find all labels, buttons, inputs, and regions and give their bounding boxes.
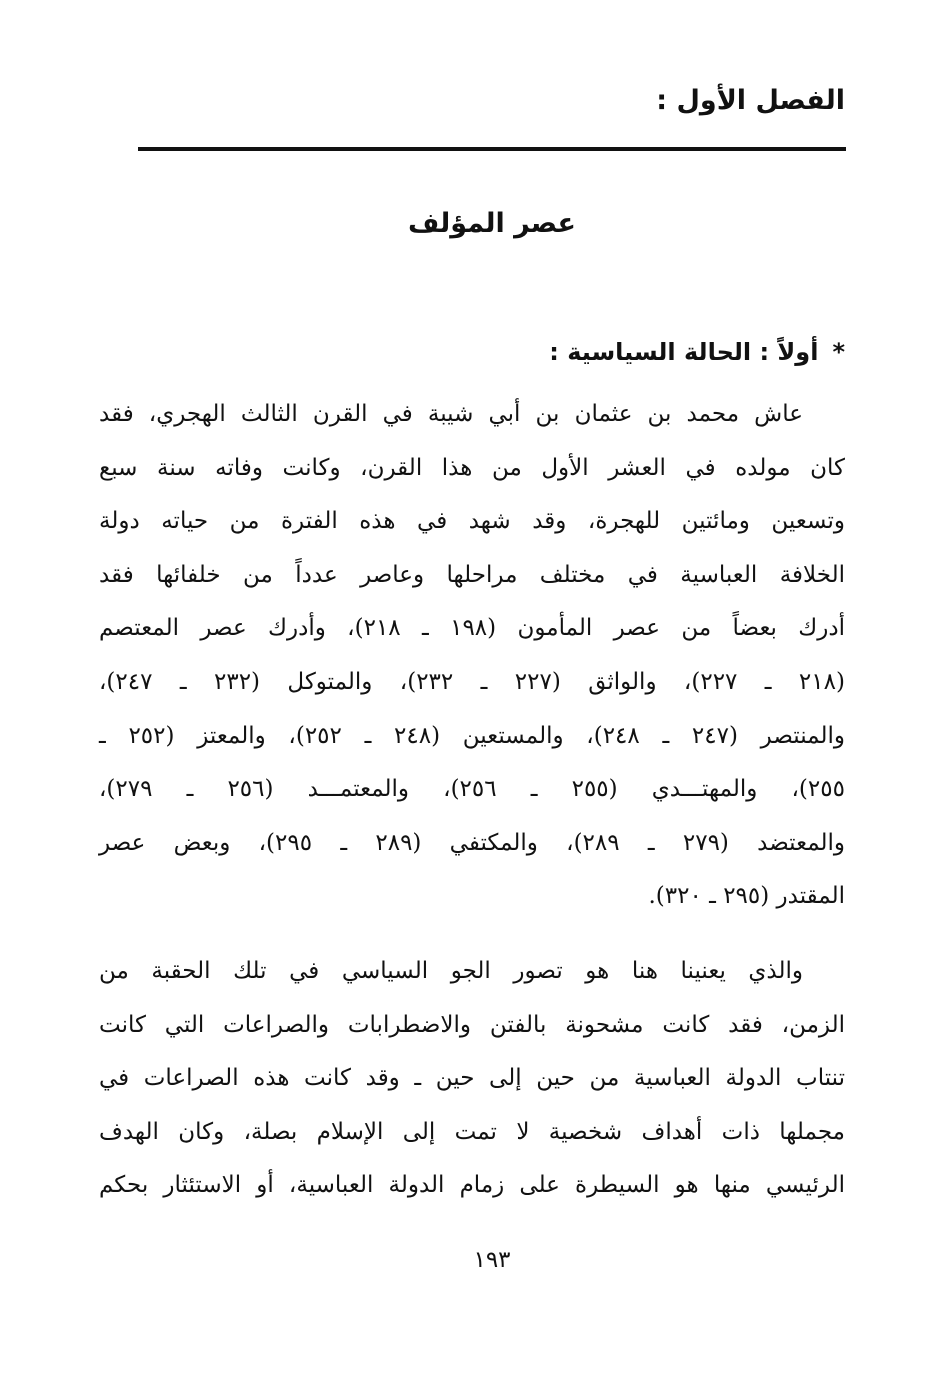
running-header: الفصل الأول : (656, 85, 845, 116)
text-line: والمعتضد (٢٧٩ ـ ٢٨٩)، والمكتفي (٢٨٩ ـ ٢٩٥)، وبعض عصر (99, 829, 845, 856)
text-line: تنتاب الدولة العباسية من حين إلى حين ـ وقد كانت هذه الصراعات في (99, 1065, 845, 1092)
text-line: وتسعين ومائتين للهجرة، وقد شهد في هذه الفترة من حياته دولة (99, 508, 845, 535)
text-line: ٢٥٥)، والمهتـــدي (٢٥٥ ـ ٢٥٦)، والمعتمـــد (٢٥٦ ـ ٢٧٩)، (99, 776, 845, 803)
text-line: مجملها ذات أهداف شخصية لا تمت إلى الإسلام بصلة، وكان الهدف (99, 1118, 845, 1145)
text-line: والذي يعنينا هنا هو تصور الجو السياسي في تلك الحقبة من (99, 958, 803, 984)
page-number: ١٩٣ (473, 1247, 511, 1273)
text-line: الخلافة العباسية في مختلف مراحلها وعاصر عدداً من خلفائها فقد (99, 561, 845, 588)
header-rule (138, 147, 846, 151)
paragraph-1 (99, 388, 845, 924)
text-line: الزمن، فقد كانت مشحونة بالفتن والاضطرابات والصراعات التي كانت (99, 1011, 845, 1038)
star-bullet: * (832, 338, 845, 366)
text-line: (٢١٨ ـ ٢٢٧)، والواثق (٢٢٧ ـ ٢٣٢)، والمتوكل (٢٣٢ ـ ٢٤٧)، (99, 668, 845, 695)
chapter-title: عصر المؤلف (408, 208, 576, 239)
section-heading (549, 330, 845, 374)
paragraph-2 (99, 945, 845, 1213)
text-line: والمنتصر (٢٤٧ ـ ٢٤٨)، والمستعين (٢٤٨ ـ ٢٥٢)، والمعتز (٢٥٢ ـ (99, 722, 845, 749)
text-line: المقتدر (٢٩٥ ـ ٣٢٠). (648, 883, 845, 910)
text-line: الرئيسي منها هو السيطرة على زمام الدولة العباسية، أو الاستئثار بحكم (99, 1172, 845, 1199)
text-line: كان مولده في العشر الأول من هذا القرن، وكانت وفاته سنة سبع (99, 454, 845, 481)
section-heading-text: أولاً : الحالة السياسية : (549, 338, 819, 366)
text-line: عاش محمد بن عثمان بن أبي شيبة في القرن الثالث الهجري، فقد (99, 401, 803, 427)
text-line: أدرك بعضاً من عصر المأمون (١٩٨ ـ ٢١٨)، وأدرك عصر المعتصم (99, 615, 845, 642)
